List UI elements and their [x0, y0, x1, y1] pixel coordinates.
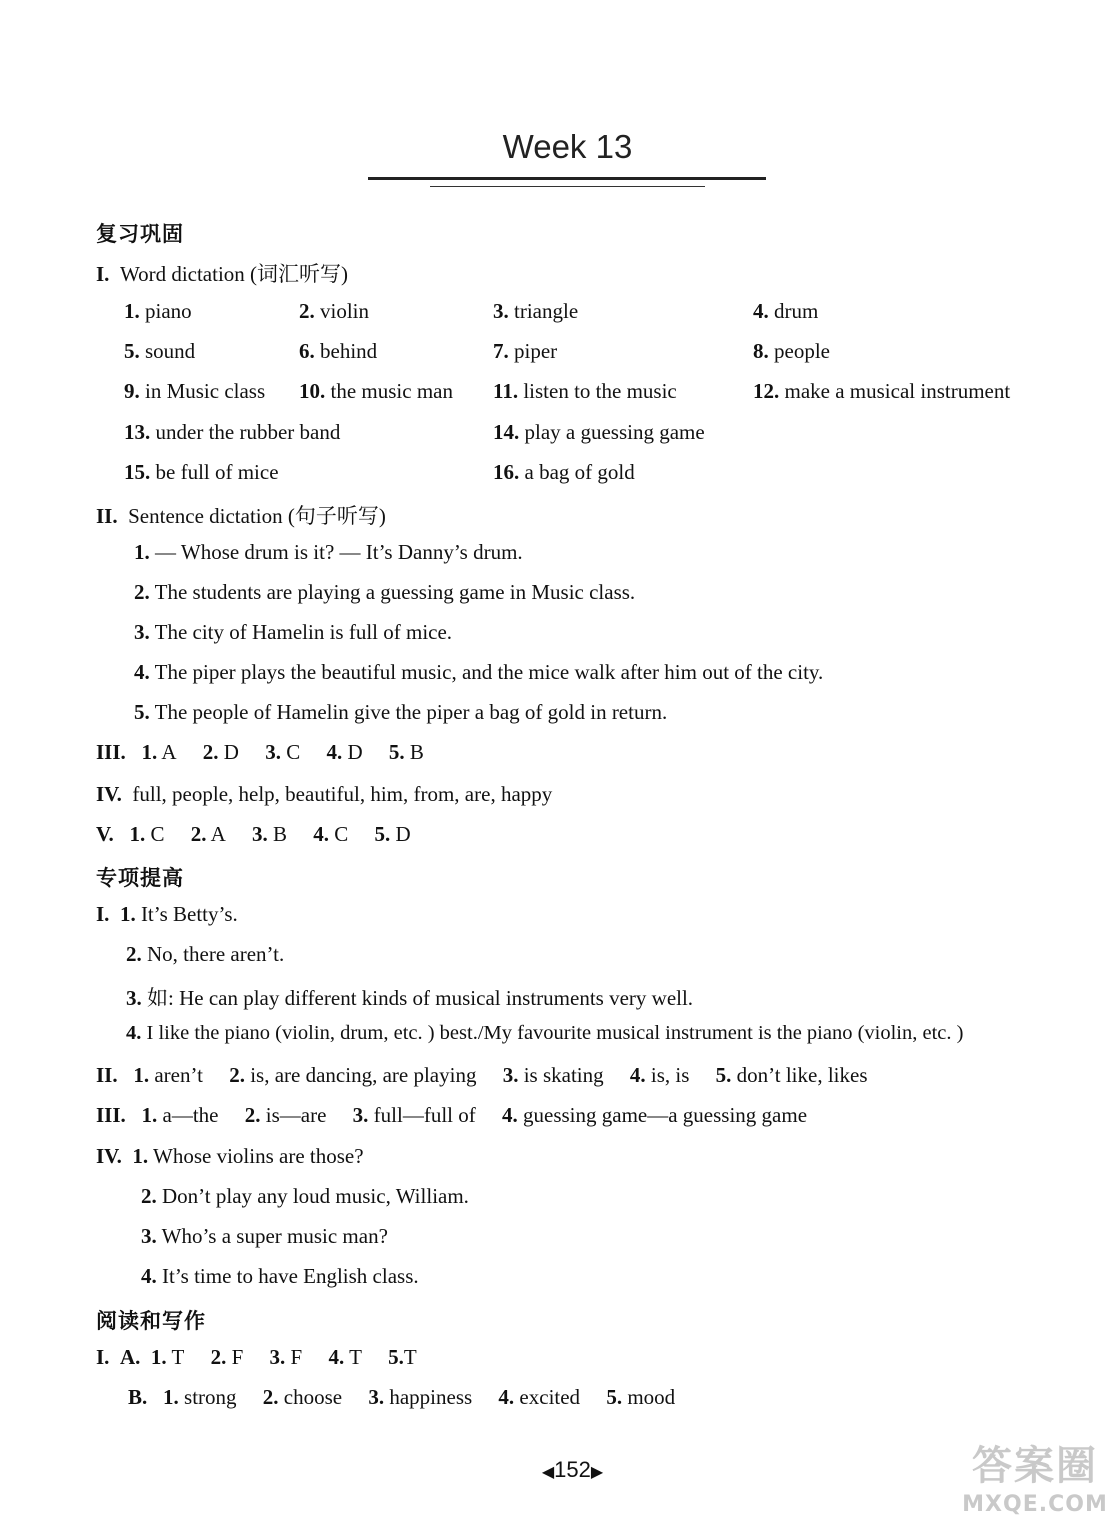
- answer-line-part-iii: III. 1. A 2. D 3. C 4. D 5. B: [96, 740, 424, 764]
- triangle-left-icon: ◀: [541, 1464, 555, 1481]
- title-underline-thin: [430, 186, 705, 187]
- answer-line-part-i-b: B. 1. strong 2. choose 3. happiness 4. excited 5. mood: [128, 1385, 676, 1409]
- section-heading-improvement: 专项提高: [96, 866, 184, 890]
- sentence-item: 3. Who’s a super music man?: [141, 1224, 388, 1248]
- word-item: 8. people: [753, 339, 830, 363]
- section-heading-reading-writing: 阅读和写作: [96, 1309, 206, 1333]
- word-item: 9. in Music class: [124, 379, 266, 403]
- sentence-item: IV. 1. Whose violins are those?: [96, 1144, 364, 1168]
- word-item: 16. a bag of gold: [493, 460, 635, 484]
- sentence-item: 3. The city of Hamelin is full of mice.: [134, 620, 453, 644]
- word-item: 4. drum: [753, 299, 819, 323]
- word-item: 10. the music man: [299, 379, 453, 403]
- part-heading-sentence-dictation: II. Sentence dictation (句子听写): [96, 504, 386, 528]
- sentence-item: 4. I like the piano (violin, drum, etc. ) best./My favourite musical instrument is the piano (violin, etc. ): [126, 1022, 964, 1044]
- answer-line-part-iii: III. 1. a—the 2. is—are 3. full—full of 4. guessing game—a guessing game: [96, 1103, 808, 1127]
- word-item: 11. listen to the music: [493, 379, 677, 403]
- word-item: 5. sound: [124, 339, 196, 363]
- word-item: 3. triangle: [493, 299, 579, 323]
- word-item: 6. behind: [299, 339, 378, 363]
- sentence-item: 2. No, there aren’t.: [126, 942, 285, 966]
- word-item: 13. under the rubber band: [124, 420, 341, 444]
- answer-line-part-v: V. 1. C 2. A 3. B 4. C 5. D: [96, 822, 411, 846]
- word-item: 2. violin: [299, 299, 370, 323]
- answer-line-part-i-a: I. A. 1. T 2. F 3. F 4. T 5.T: [96, 1345, 417, 1369]
- sentence-item: I. 1. It’s Betty’s.: [96, 902, 238, 926]
- sentence-item: 3. 如: He can play different kinds of musical instruments very well.: [126, 986, 694, 1010]
- triangle-right-icon: ▶: [590, 1464, 604, 1481]
- answer-line-part-ii: II. 1. aren’t 2. is, are dancing, are playing 3. is skating 4. is, is 5. don’t like, likes: [96, 1063, 868, 1087]
- word-item: 12. make a musical instrument: [753, 379, 1011, 403]
- word-item: 14. play a guessing game: [493, 420, 705, 444]
- section-heading-review: 复习巩固: [96, 222, 184, 246]
- sentence-item: 4. The piper plays the beautiful music, and the mice walk after him out of the city.: [134, 660, 824, 684]
- sentence-item: 2. Don’t play any loud music, William.: [141, 1184, 469, 1208]
- sentence-item: 4. It’s time to have English class.: [141, 1264, 419, 1288]
- word-item: 1. piano: [124, 299, 192, 323]
- sentence-item: 2. The students are playing a guessing game in Music class.: [134, 580, 636, 604]
- word-item: 7. piper: [493, 339, 558, 363]
- title-underline-thick: [368, 177, 766, 180]
- sentence-item: 5. The people of Hamelin give the piper a bag of gold in return.: [134, 700, 668, 724]
- page-number: ◀152▶: [541, 1457, 604, 1482]
- answer-line-part-iv: IV. full, people, help, beautiful, him, from, are, happy: [96, 782, 553, 806]
- part-heading-word-dictation: I. Word dictation (词汇听写): [96, 262, 349, 286]
- word-item: 15. be full of mice: [124, 460, 279, 484]
- sentence-item: 1. — Whose drum is it? — It’s Danny’s drum.: [134, 540, 523, 564]
- watermark-logo: 答案圈 MXQE.COM: [962, 1443, 1108, 1517]
- page-title: Week 13: [502, 128, 633, 165]
